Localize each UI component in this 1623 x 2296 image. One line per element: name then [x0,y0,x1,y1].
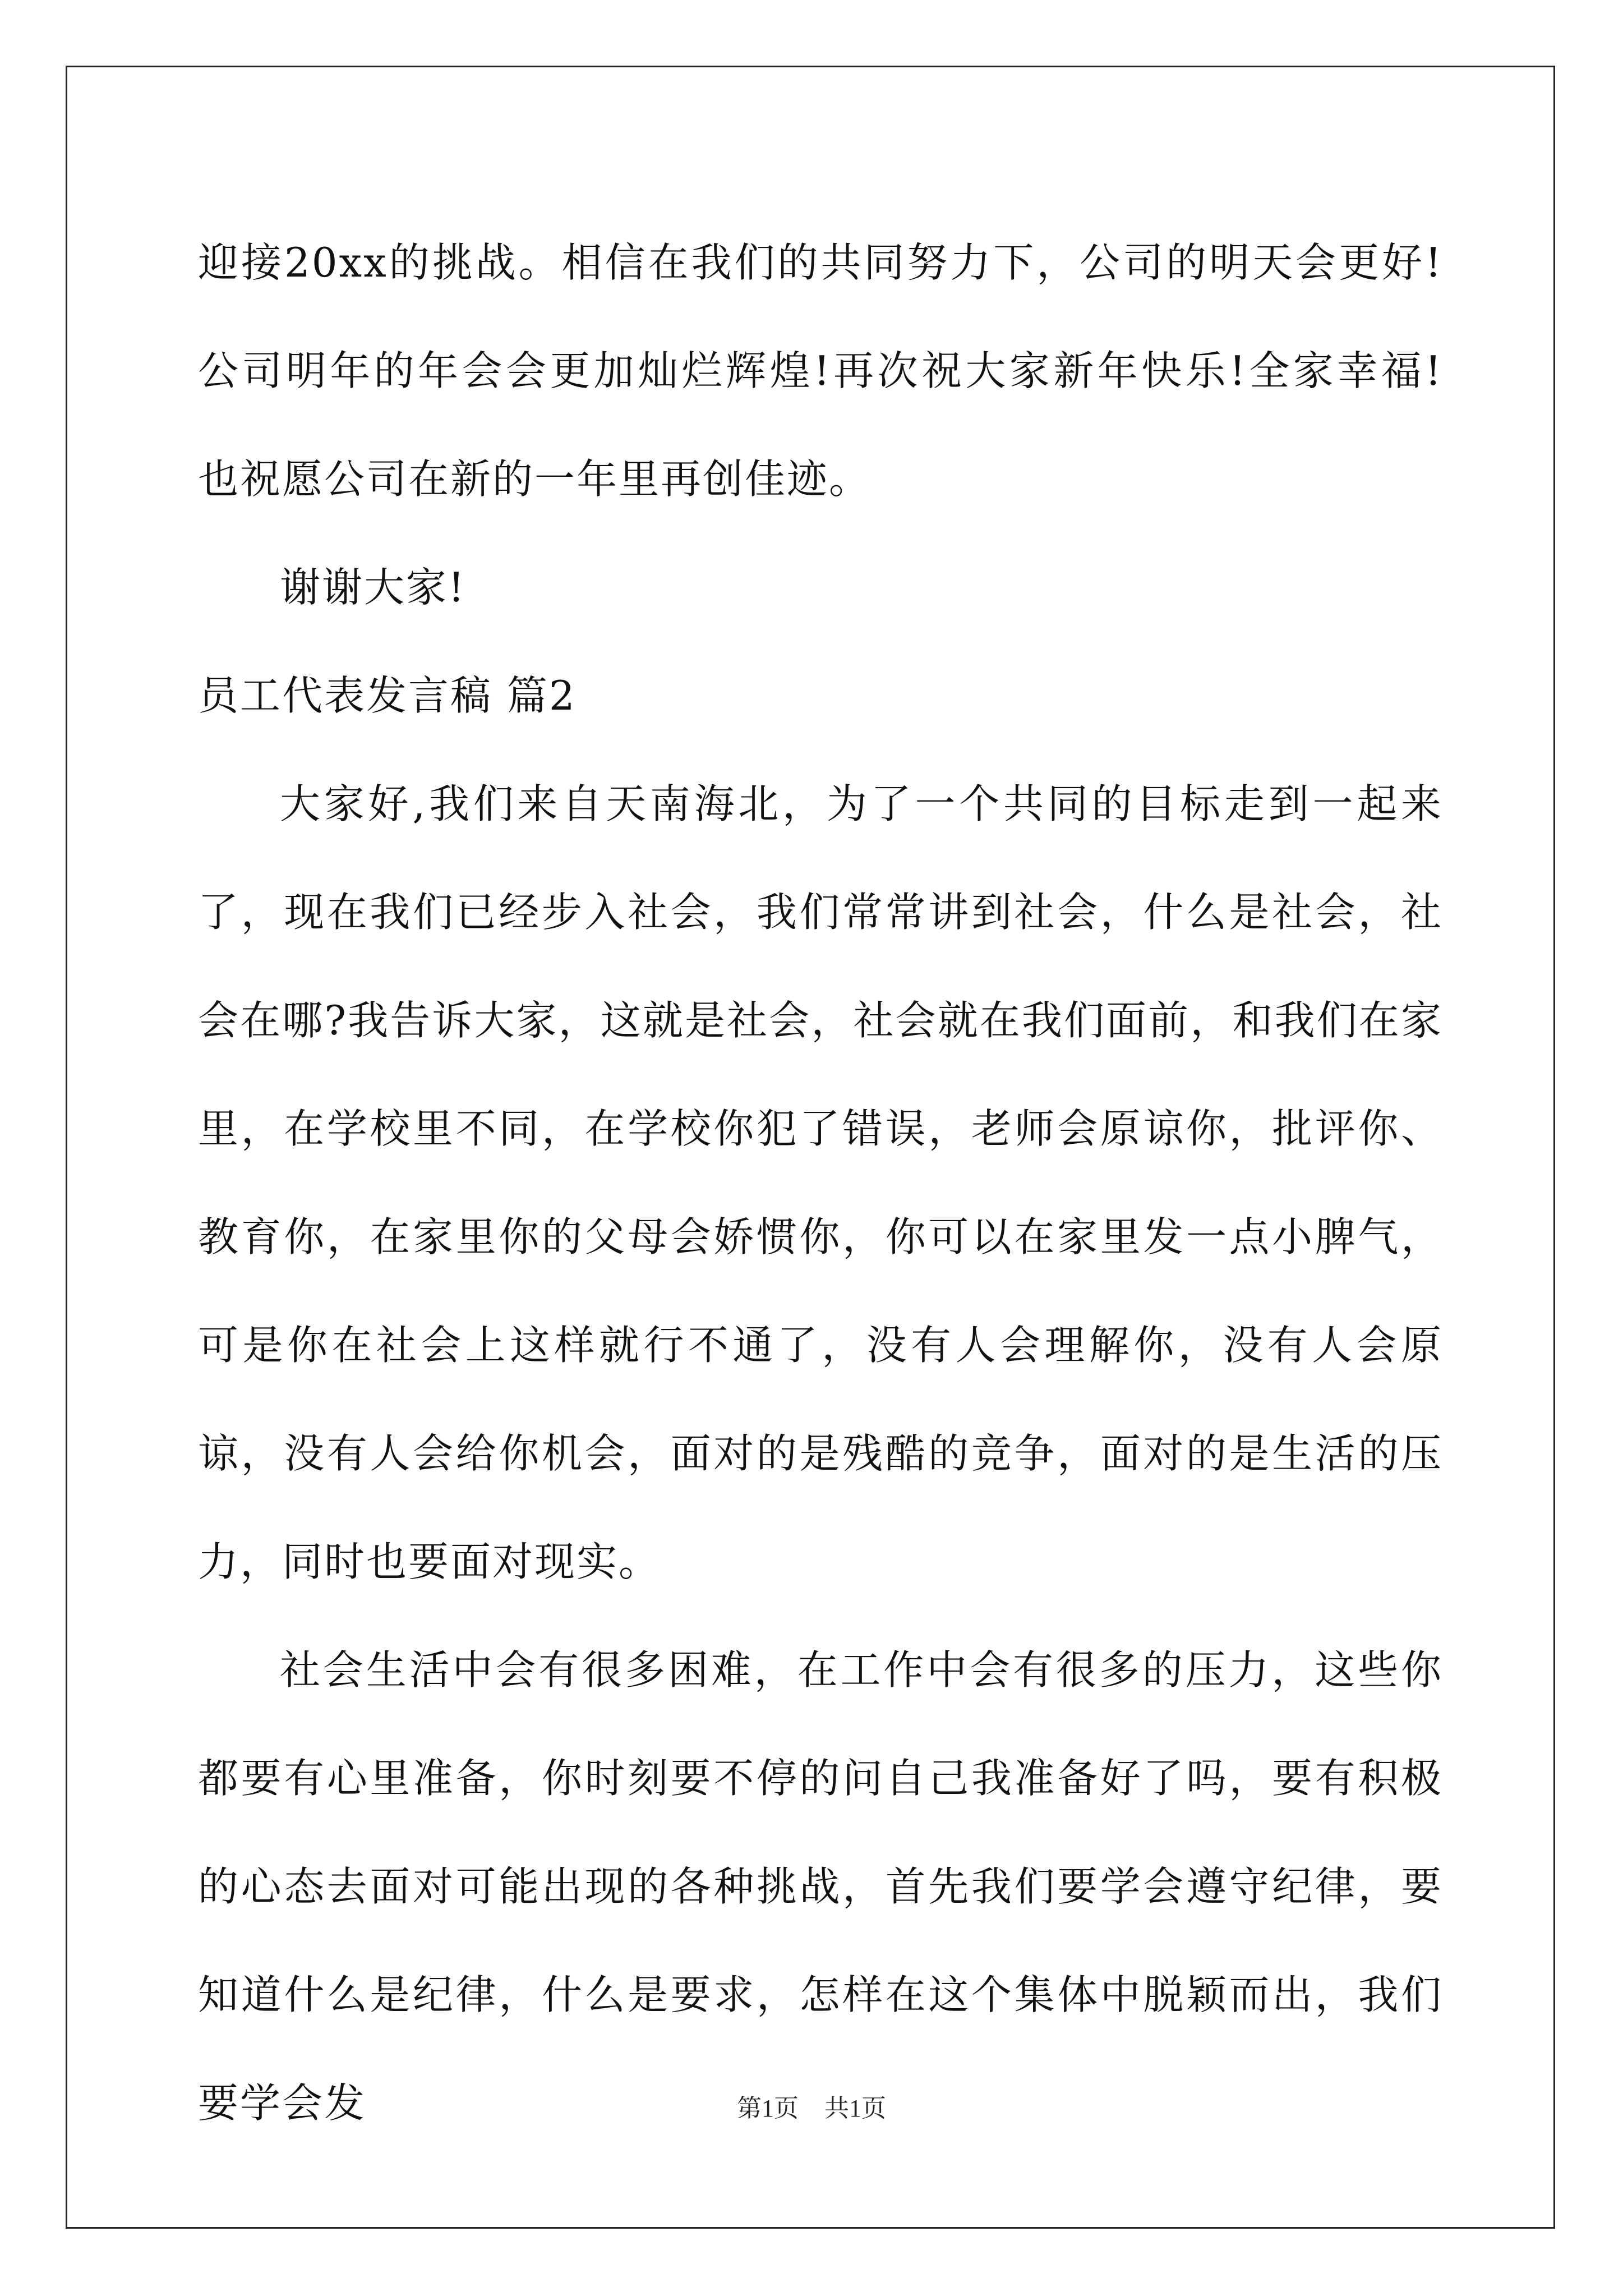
paragraph-thanks: 谢谢大家! [280,564,466,611]
paragraph-closing-wishes: 迎接20xx的挑战。相信在我们的共同努力下，公司的明天会更好!公司明年的年会会更加灿烂辉煌!再次祝大家新年快乐!全家幸福! 也祝愿公司在新的一年里再创佳迹。 [198,239,1443,503]
page-number-current: 第1页 [737,2095,799,2122]
document-body [198,209,1443,2157]
section-heading: 员工代表发言稿 篇2 [198,672,577,719]
paragraph-society-intro: 大家好,我们来自天南海北，为了一个共同的目标走到一起来了，现在我们已经步入社会，我们常常讲到社会，什么是社会，社会在哪?我告诉大家，这就是社会，社会就在我们面前，和我们在家里，在学校里不同，在学校你犯了错误，老师会原谅你，批评你、教育你，在家里你的父母会娇惯你，你可以在家里发一点小脾气，可是你在社会上这样就行不通了，没有人会理解你，没有人会原谅，没有人会给你机会，面对的是残酷的竞争，面对的是生活的压力，同时也要面对现实。 [198,780,1443,1585]
paragraph-difficulties: 社会生活中会有很多困难，在工作中会有很多的压力，这些你都要有心里准备，你时刻要不停的问自己我准备好了吗，要有积极的心态去面对可能出现的各种挑战，首先我们要学会遵守纪律，要知道什么是纪律，什么是要求，怎样在这个集体中脱颖而出，我们要学会发 [198,1646,1443,2127]
page-number-total: 共1页 [824,2095,886,2122]
page-footer [0,2088,1623,2124]
